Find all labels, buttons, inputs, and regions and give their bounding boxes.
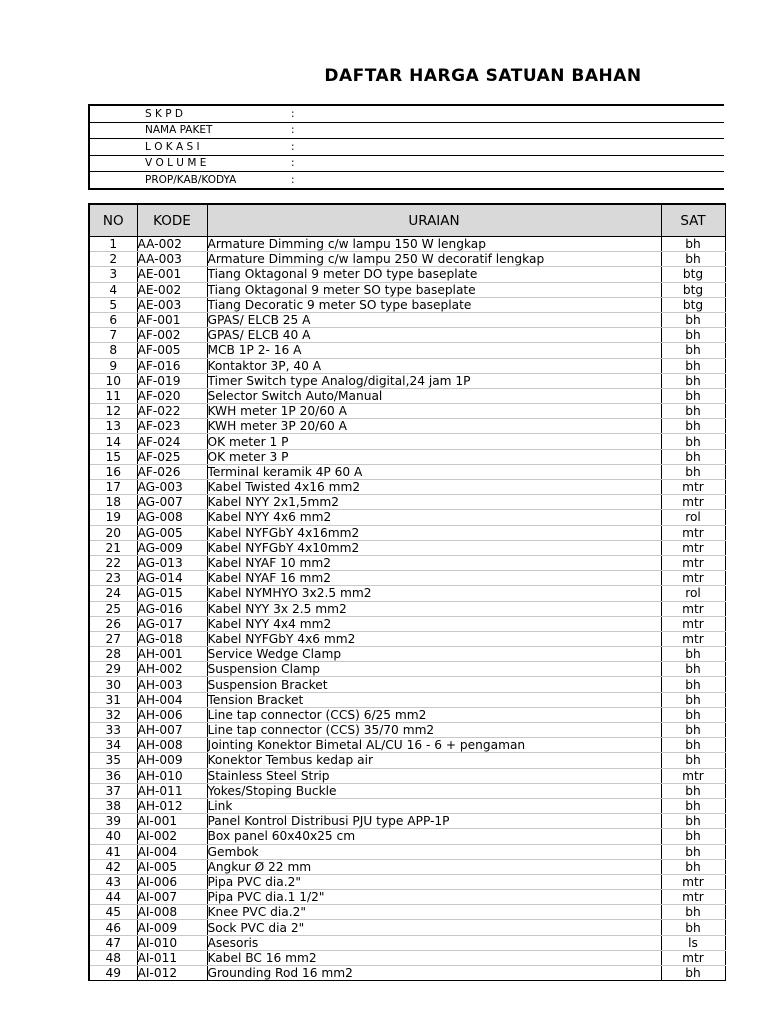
cell-no: 26 [89,616,137,631]
info-label: V O L U M E [89,155,291,172]
cell-uraian: Kabel NYMHYO 3x2.5 mm2 [207,586,661,601]
info-label: L O K A S I [89,139,291,156]
cell-uraian: Grounding Rod 16 mm2 [207,966,661,981]
cell-sat: bh [661,859,725,874]
info-colon: : [291,173,295,186]
cell-sat: bh [661,844,725,859]
cell-no: 45 [89,905,137,920]
table-row [89,829,725,844]
table-row [89,935,725,950]
table-row [89,449,725,464]
table-row [89,783,725,798]
table-row [89,874,725,889]
cell-kode: AG-015 [137,586,207,601]
cell-no: 15 [89,449,137,464]
cell-sat: mtr [661,480,725,495]
cell-no: 44 [89,890,137,905]
cell-no: 7 [89,328,137,343]
cell-sat: bh [661,798,725,813]
cell-uraian: Service Wedge Clamp [207,647,661,662]
cell-kode: AH-001 [137,647,207,662]
cell-uraian: Timer Switch type Analog/digital,24 jam 1P [207,373,661,388]
document-title: DAFTAR HARGA SATUAN BAHAN [324,66,642,86]
cell-uraian: Tiang Decoratic 9 meter SO type baseplate [207,297,661,312]
table-row [89,950,725,965]
cell-no: 21 [89,540,137,555]
cell-sat: bh [661,662,725,677]
cell-sat: bh [661,677,725,692]
cell-no: 34 [89,738,137,753]
table-row [89,297,725,312]
cell-uraian: Link [207,798,661,813]
table-row [89,419,725,434]
cell-kode: AI-011 [137,950,207,965]
cell-no: 17 [89,480,137,495]
info-row [89,139,724,156]
table-row [89,692,725,707]
cell-kode: AF-023 [137,419,207,434]
cell-kode: AF-024 [137,434,207,449]
info-colon: : [291,105,311,122]
cell-uraian: KWH meter 1P 20/60 A [207,404,661,419]
cell-no: 11 [89,388,137,403]
cell-kode: AI-009 [137,920,207,935]
cell-kode: AH-008 [137,738,207,753]
cell-no: 3 [89,267,137,282]
cell-no: 20 [89,525,137,540]
cell-sat: bh [661,707,725,722]
cell-uraian: Armature Dimming c/w lampu 250 W decoratif lengkap [207,252,661,267]
cell-no: 4 [89,282,137,297]
cell-sat: bh [661,647,725,662]
cell-uraian: Box panel 60x40x25 cm [207,829,661,844]
cell-uraian: Kontaktor 3P, 40 A [207,358,661,373]
cell-sat: bh [661,343,725,358]
cell-kode: AG-014 [137,571,207,586]
info-colon: : [291,122,311,139]
table-row [89,844,725,859]
cell-uraian: Knee PVC dia.2" [207,905,661,920]
cell-uraian: Kabel BC 16 mm2 [207,950,661,965]
cell-sat: mtr [661,495,725,510]
cell-no: 22 [89,555,137,570]
table-row [89,814,725,829]
cell-sat: bh [661,252,725,267]
table-row [89,388,725,403]
info-value [311,139,724,156]
table-row [89,480,725,495]
cell-no: 35 [89,753,137,768]
cell-kode: AF-025 [137,449,207,464]
cell-uraian: Selector Switch Auto/Manual [207,388,661,403]
table-row [89,920,725,935]
info-value [311,155,724,172]
cell-uraian: Tiang Oktagonal 9 meter DO type baseplate [207,267,661,282]
cell-sat: bh [661,312,725,327]
cell-uraian: Pipa PVC dia.1 1/2" [207,890,661,905]
cell-no: 38 [89,798,137,813]
cell-sat: mtr [661,874,725,889]
cell-no: 46 [89,920,137,935]
info-row [89,122,724,139]
cell-sat: bh [661,692,725,707]
cell-uraian: Line tap connector (CCS) 6/25 mm2 [207,707,661,722]
cell-no: 33 [89,723,137,738]
table-row [89,282,725,297]
cell-kode: AH-010 [137,768,207,783]
cell-no: 13 [89,419,137,434]
cell-kode: AE-003 [137,297,207,312]
cell-kode: AI-002 [137,829,207,844]
cell-sat: bh [661,237,725,252]
cell-no: 36 [89,768,137,783]
cell-uraian: GPAS/ ELCB 25 A [207,312,661,327]
cell-kode: AF-019 [137,373,207,388]
cell-sat: bh [661,966,725,981]
cell-kode: AI-007 [137,890,207,905]
cell-no: 42 [89,859,137,874]
cell-sat: mtr [661,525,725,540]
cell-no: 39 [89,814,137,829]
cell-no: 48 [89,950,137,965]
table-row [89,707,725,722]
cell-uraian: Tension Bracket [207,692,661,707]
cell-uraian: Konektor Tembus kedap air [207,753,661,768]
table-row [89,571,725,586]
price-list-table [88,203,726,981]
cell-uraian: Asesoris [207,935,661,950]
cell-uraian: Pipa PVC dia.2" [207,874,661,889]
cell-no: 43 [89,874,137,889]
cell-kode: AG-008 [137,510,207,525]
info-colon: : [291,155,311,172]
info-value [311,105,724,122]
cell-uraian: Terminal keramik 4P 60 A [207,464,661,479]
cell-no: 27 [89,631,137,646]
cell-no: 25 [89,601,137,616]
cell-uraian: Jointing Konektor Bimetal AL/CU 16 - 6 + pengaman [207,738,661,753]
table-row [89,601,725,616]
table-row [89,343,725,358]
cell-no: 19 [89,510,137,525]
cell-sat: mtr [661,601,725,616]
cell-sat: mtr [661,950,725,965]
table-row [89,738,725,753]
cell-uraian: Tiang Oktagonal 9 meter SO type baseplate [207,282,661,297]
table-row [89,859,725,874]
cell-kode: AI-004 [137,844,207,859]
table-row [89,723,725,738]
table-row [89,631,725,646]
table-row [89,312,725,327]
cell-uraian: MCB 1P 2- 16 A [207,343,661,358]
cell-kode: AE-001 [137,267,207,282]
cell-uraian: Yokes/Stoping Buckle [207,783,661,798]
cell-uraian: Line tap connector (CCS) 35/70 mm2 [207,723,661,738]
cell-kode: AF-016 [137,358,207,373]
info-row [89,105,724,122]
info-label: S K P D [89,105,291,122]
info-label: NAMA PAKET [89,122,291,139]
cell-uraian: Kabel NYY 4x4 mm2 [207,616,661,631]
cell-sat: bh [661,373,725,388]
table-row [89,495,725,510]
cell-sat: rol [661,510,725,525]
cell-kode: AI-010 [137,935,207,950]
cell-sat: bh [661,388,725,403]
table-row [89,616,725,631]
cell-uraian: Gembok [207,844,661,859]
cell-sat: bh [661,723,725,738]
cell-no: 8 [89,343,137,358]
info-label: PROP/KAB/KODYA [145,173,237,186]
cell-no: 29 [89,662,137,677]
cell-no: 32 [89,707,137,722]
cell-sat: mtr [661,571,725,586]
cell-kode: AF-020 [137,388,207,403]
cell-sat: bh [661,464,725,479]
table-row [89,267,725,282]
cell-uraian: Kabel Twisted 4x16 mm2 [207,480,661,495]
cell-no: 30 [89,677,137,692]
table-row [89,434,725,449]
cell-uraian: Sock PVC dia 2" [207,920,661,935]
cell-kode: AI-001 [137,814,207,829]
cell-kode: AE-002 [137,282,207,297]
cell-sat: mtr [661,768,725,783]
cell-kode: AH-004 [137,692,207,707]
table-row [89,798,725,813]
cell-uraian: Armature Dimming c/w lampu 150 W lengkap [207,237,661,252]
cell-no: 12 [89,404,137,419]
cell-no: 47 [89,935,137,950]
info-value [311,122,724,139]
cell-kode: AF-002 [137,328,207,343]
cell-no: 23 [89,571,137,586]
info-row [89,155,724,172]
cell-kode: AF-001 [137,312,207,327]
cell-kode: AI-005 [137,859,207,874]
info-row [89,172,724,189]
cell-uraian: Panel Kontrol Distribusi PJU type APP-1P [207,814,661,829]
cell-uraian: Suspension Bracket [207,677,661,692]
cell-no: 41 [89,844,137,859]
cell-kode: AA-003 [137,252,207,267]
cell-sat: bh [661,449,725,464]
table-row [89,586,725,601]
cell-sat: ls [661,935,725,950]
table-row [89,890,725,905]
cell-kode: AA-002 [137,237,207,252]
cell-kode: AF-005 [137,343,207,358]
table-row [89,358,725,373]
cell-sat: bh [661,358,725,373]
cell-uraian: Kabel NYY 3x 2.5 mm2 [207,601,661,616]
cell-sat: bh [661,920,725,935]
cell-kode: AH-009 [137,753,207,768]
cell-kode: AF-022 [137,404,207,419]
project-info-table [88,104,724,190]
cell-kode: AG-003 [137,480,207,495]
cell-sat: bh [661,905,725,920]
cell-kode: AH-006 [137,707,207,722]
cell-sat: bh [661,829,725,844]
cell-kode: AI-006 [137,874,207,889]
cell-sat: mtr [661,631,725,646]
cell-uraian: GPAS/ ELCB 40 A [207,328,661,343]
cell-no: 18 [89,495,137,510]
cell-uraian: Kabel NYY 2x1,5mm2 [207,495,661,510]
table-row [89,328,725,343]
cell-kode: AH-003 [137,677,207,692]
info-value [311,172,724,189]
table-row [89,753,725,768]
cell-sat: bh [661,328,725,343]
cell-kode: AG-009 [137,540,207,555]
cell-kode: AH-011 [137,783,207,798]
cell-no: 5 [89,297,137,312]
cell-kode: AF-026 [137,464,207,479]
cell-kode: AI-008 [137,905,207,920]
cell-sat: bh [661,738,725,753]
cell-uraian: Kabel NYAF 16 mm2 [207,571,661,586]
cell-sat: btg [661,282,725,297]
cell-sat: mtr [661,616,725,631]
cell-kode: AG-013 [137,555,207,570]
table-row [89,768,725,783]
cell-sat: bh [661,814,725,829]
cell-uraian: Kabel NYY 4x6 mm2 [207,510,661,525]
table-row [89,555,725,570]
table-row [89,404,725,419]
table-row [89,252,725,267]
table-row [89,525,725,540]
cell-kode: AH-007 [137,723,207,738]
cell-uraian: OK meter 3 P [207,449,661,464]
cell-no: 6 [89,312,137,327]
table-row [89,540,725,555]
cell-uraian: Angkur Ø 22 mm [207,859,661,874]
cell-no: 14 [89,434,137,449]
table-row [89,905,725,920]
table-row [89,662,725,677]
cell-uraian: Stainless Steel Strip [207,768,661,783]
cell-kode: AG-018 [137,631,207,646]
cell-uraian: Kabel NYFGbY 4x6 mm2 [207,631,661,646]
cell-no: 1 [89,237,137,252]
table-row [89,237,725,252]
cell-uraian: Kabel NYFGbY 4x10mm2 [207,540,661,555]
cell-uraian: KWH meter 3P 20/60 A [207,419,661,434]
cell-kode: AH-002 [137,662,207,677]
cell-kode: AG-007 [137,495,207,510]
table-row [89,677,725,692]
info-colon: : [291,139,311,156]
cell-sat: bh [661,419,725,434]
cell-uraian: Kabel NYFGbY 4x16mm2 [207,525,661,540]
cell-no: 9 [89,358,137,373]
cell-sat: bh [661,434,725,449]
table-row [89,464,725,479]
header-no: NO [89,204,137,237]
cell-no: 40 [89,829,137,844]
cell-sat: bh [661,753,725,768]
cell-uraian: OK meter 1 P [207,434,661,449]
cell-sat: mtr [661,890,725,905]
table-row [89,510,725,525]
cell-sat: mtr [661,540,725,555]
cell-sat: bh [661,783,725,798]
cell-kode: AG-005 [137,525,207,540]
cell-kode: AH-012 [137,798,207,813]
cell-sat: bh [661,404,725,419]
header-kode: KODE [137,204,207,237]
cell-no: 10 [89,373,137,388]
cell-kode: AG-016 [137,601,207,616]
cell-sat: mtr [661,555,725,570]
cell-no: 24 [89,586,137,601]
cell-no: 31 [89,692,137,707]
cell-no: 16 [89,464,137,479]
cell-sat: rol [661,586,725,601]
header-sat: SAT [661,204,725,237]
table-row [89,373,725,388]
cell-sat: btg [661,297,725,312]
cell-no: 37 [89,783,137,798]
cell-uraian: Kabel NYAF 10 mm2 [207,555,661,570]
cell-kode: AG-017 [137,616,207,631]
table-row [89,647,725,662]
table-header-row [89,204,725,237]
cell-sat: btg [661,267,725,282]
cell-uraian: Suspension Clamp [207,662,661,677]
cell-no: 28 [89,647,137,662]
cell-no: 49 [89,966,137,981]
table-row [89,966,725,981]
cell-kode: AI-012 [137,966,207,981]
header-uraian: URAIAN [207,204,661,237]
cell-no: 2 [89,252,137,267]
